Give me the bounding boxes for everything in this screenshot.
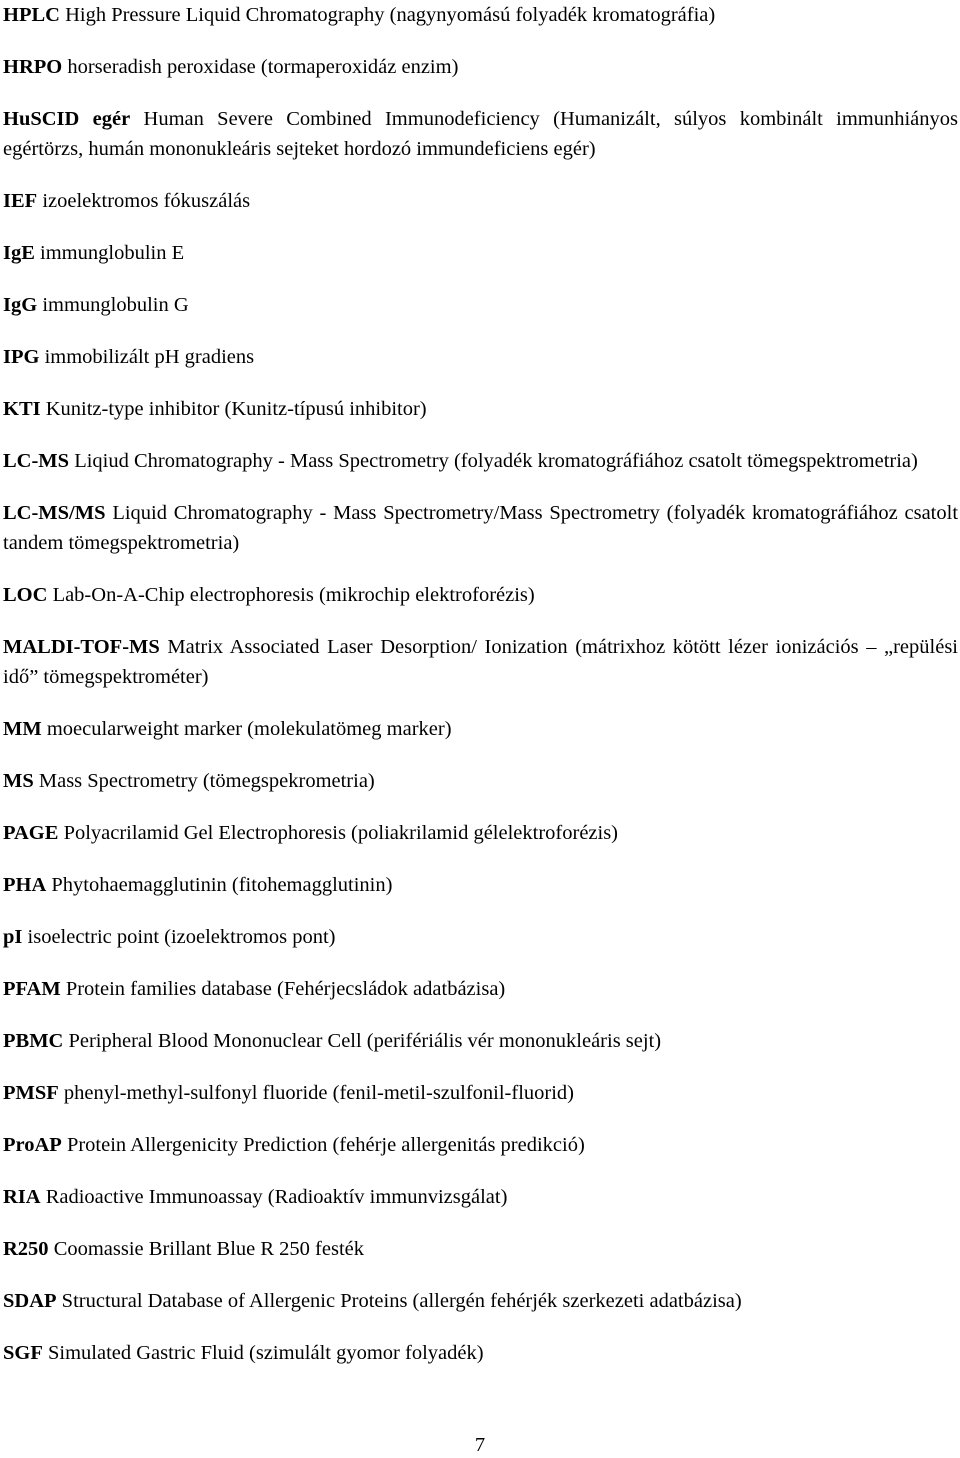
- abbreviation-term: MALDI-TOF-MS: [3, 636, 160, 658]
- abbreviation-term: PMSF: [3, 1082, 59, 1104]
- abbreviation-term: IgG: [3, 294, 38, 316]
- abbreviation-entry: [3, 580, 958, 610]
- abbreviation-term: PFAM: [3, 978, 61, 1000]
- abbreviation-definition: Radioactive Immunoassay (Radioaktív immunvizsgálat): [45, 1186, 508, 1208]
- abbreviation-term: HPLC: [3, 4, 60, 26]
- abbreviation-definition: Liqiud Chromatography - Mass Spectrometry (folyadék kromatográfiához csatolt tömegspektrometria): [74, 450, 918, 472]
- abbreviation-definition: moecularweight marker (molekulatömeg marker): [46, 718, 452, 740]
- abbreviation-term: LOC: [3, 584, 48, 606]
- abbreviation-entry: [3, 290, 958, 320]
- abbreviation-definition: Lab-On-A-Chip electrophoresis (mikrochip elektroforézis): [52, 584, 535, 606]
- abbreviation-entry: [3, 818, 958, 848]
- abbreviation-term: IEF: [3, 190, 38, 212]
- abbreviation-definition: phenyl-methyl-sulfonyl fluoride (fenil-metil-szulfonil-fluorid): [63, 1082, 575, 1104]
- abbreviation-list: [3, 0, 958, 1368]
- abbreviation-definition: High Pressure Liquid Chromatography (nagynyomású folyadék kromatográfia): [65, 4, 716, 26]
- abbreviation-definition: horseradish peroxidase (tormaperoxidáz enzim): [67, 56, 459, 78]
- abbreviation-entry: [3, 342, 958, 372]
- abbreviation-entry: [3, 238, 958, 268]
- abbreviation-entry: [3, 1026, 958, 1056]
- abbreviation-entry: [3, 446, 958, 476]
- abbreviation-definition: isoelectric point (izoelektromos pont): [27, 926, 336, 948]
- abbreviation-entry: [3, 52, 958, 82]
- abbreviation-entry: [3, 498, 958, 558]
- abbreviation-entry: [3, 1286, 958, 1316]
- abbreviation-definition: izoelektromos fókuszálás: [42, 190, 251, 212]
- abbreviation-term: PAGE: [3, 822, 59, 844]
- page-number: 7: [474, 1434, 486, 1456]
- abbreviation-term: ProAP: [3, 1134, 62, 1156]
- abbreviation-entry: [3, 1078, 958, 1108]
- abbreviation-entry: [3, 870, 958, 900]
- abbreviation-definition: Protein families database (Fehérjecsládok adatbázisa): [65, 978, 506, 1000]
- abbreviation-term: SDAP: [3, 1290, 57, 1312]
- abbreviation-definition: immunglobulin E: [40, 242, 185, 264]
- abbreviation-term: IPG: [3, 346, 40, 368]
- abbreviation-entry: [3, 922, 958, 952]
- abbreviation-term: HuSCID egér: [3, 108, 131, 130]
- abbreviation-definition: Kunitz-type inhibitor (Kunitz-típusú inhibitor): [45, 398, 427, 420]
- abbreviation-term: MM: [3, 718, 42, 740]
- abbreviation-entry: [3, 632, 958, 692]
- abbreviation-entry: [3, 974, 958, 1004]
- abbreviation-definition: Human Severe Combined Immunodeficiency (Humanizált, súlyos kombinált immunhiányos egértörzs, humán mononukleáris sejteket hordozó immundeficiens egér): [3, 108, 959, 160]
- abbreviation-entry: [3, 394, 958, 424]
- abbreviation-definition: Liquid Chromatography - Mass Spectrometry/Mass Spectrometry (folyadék kromatográfiához csatolt tandem tömegspektrometria): [3, 502, 959, 554]
- abbreviation-definition: Phytohaemagglutinin (fitohemagglutinin): [51, 874, 393, 896]
- abbreviation-entry: [3, 1338, 958, 1368]
- abbreviation-definition: Simulated Gastric Fluid (szimulált gyomor folyadék): [48, 1342, 484, 1364]
- abbreviation-definition: Structural Database of Allergenic Proteins (allergén fehérjék szerkezeti adatbázisa): [61, 1290, 742, 1312]
- abbreviation-definition: Protein Allergenicity Prediction (fehérje allergenitás predikció): [66, 1134, 585, 1156]
- abbreviation-term: PHA: [3, 874, 47, 896]
- abbreviation-term: LC-MS: [3, 450, 70, 472]
- abbreviation-term: HRPO: [3, 56, 63, 78]
- abbreviation-definition: immunglobulin G: [42, 294, 189, 316]
- abbreviation-definition: Mass Spectrometry (tömegspekrometria): [38, 770, 375, 792]
- abbreviation-entry: [3, 1234, 958, 1264]
- abbreviation-entry: [3, 104, 958, 164]
- abbreviation-term: MS: [3, 770, 34, 792]
- abbreviation-term: LC-MS/MS: [3, 502, 106, 524]
- abbreviation-entry: [3, 1130, 958, 1160]
- abbreviation-term: RIA: [3, 1186, 41, 1208]
- abbreviation-term: R250: [3, 1238, 49, 1260]
- abbreviation-definition: immobilizált pH gradiens: [44, 346, 255, 368]
- abbreviation-entry: [3, 766, 958, 796]
- abbreviation-term: PBMC: [3, 1030, 64, 1052]
- abbreviation-entry: [3, 0, 958, 30]
- abbreviation-term: pI: [3, 926, 23, 948]
- abbreviation-definition: Coomassie Brillant Blue R 250 festék: [53, 1238, 365, 1260]
- abbreviation-entry: [3, 1182, 958, 1212]
- abbreviation-definition: Polyacrilamid Gel Electrophoresis (poliakrilamid gélelektroforézis): [63, 822, 619, 844]
- abbreviation-entry: [3, 714, 958, 744]
- abbreviation-definition: Matrix Associated Laser Desorption/ Ionization (mátrixhoz kötött lézer ionizációs – „repülési idő” tömegspektrométer): [3, 636, 959, 688]
- abbreviation-term: KTI: [3, 398, 41, 420]
- abbreviation-entry: [3, 186, 958, 216]
- abbreviation-definition: Peripheral Blood Mononuclear Cell (perifériális vér mononukleáris sejt): [68, 1030, 662, 1052]
- abbreviation-term: IgE: [3, 242, 35, 264]
- abbreviation-term: SGF: [3, 1342, 43, 1364]
